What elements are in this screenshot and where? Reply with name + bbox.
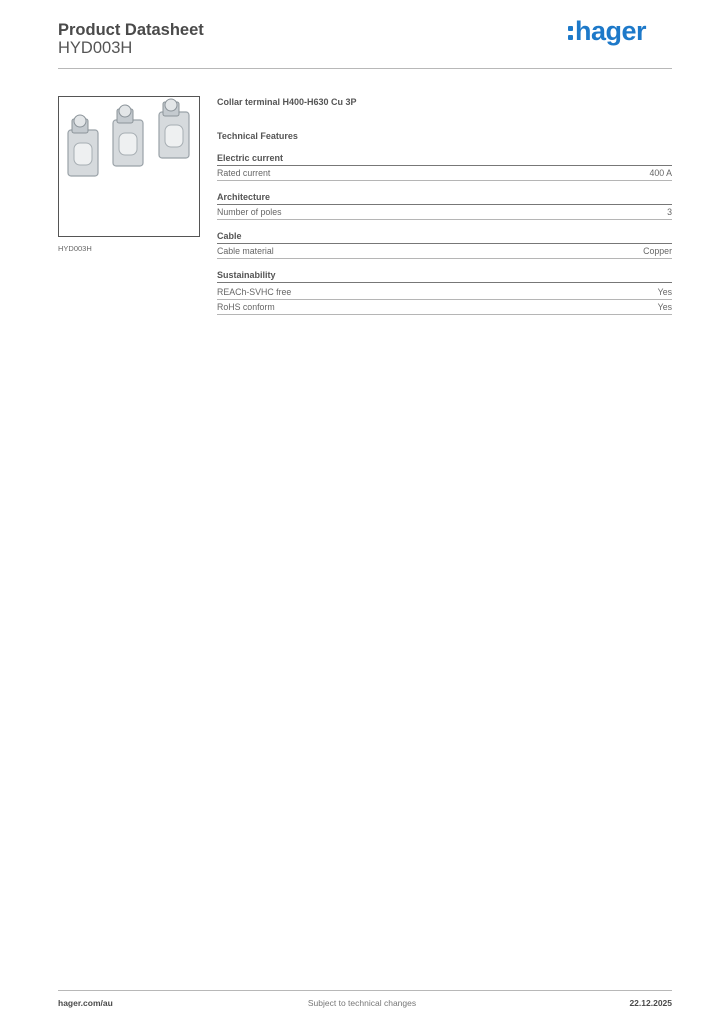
product-image xyxy=(58,96,200,237)
section-title: Electric current xyxy=(217,152,672,166)
section-title: Sustainability xyxy=(217,269,672,283)
spec-value: 400 A xyxy=(649,168,672,178)
footer-note: Subject to technical changes xyxy=(307,998,417,1008)
spec-label: Number of poles xyxy=(217,207,282,217)
spec-row xyxy=(217,285,672,300)
image-caption: HYD003H xyxy=(58,244,92,253)
technical-features-heading: Technical Features xyxy=(217,131,298,141)
footer-date: 22.12.2025 xyxy=(629,998,672,1008)
spec-value: Yes xyxy=(657,302,672,312)
product-name: Collar terminal H400-H630 Cu 3P xyxy=(217,97,357,107)
spec-value: 3 xyxy=(667,207,672,217)
spec-row xyxy=(217,205,672,220)
terminal-icon xyxy=(113,105,143,166)
spec-value: Copper xyxy=(643,246,672,256)
spec-row xyxy=(217,166,672,181)
spec-row xyxy=(217,300,672,315)
section-title: Architecture xyxy=(217,191,672,205)
section-cable xyxy=(217,230,672,259)
section-electric-current xyxy=(217,152,672,181)
spec-label: RoHS conform xyxy=(217,302,275,312)
product-code: HYD003H xyxy=(58,39,133,57)
spec-label: Cable material xyxy=(217,246,274,256)
spec-row xyxy=(217,244,672,259)
section-architecture xyxy=(217,191,672,220)
spec-label: Rated current xyxy=(217,168,271,178)
header-divider xyxy=(58,68,672,69)
terminal-icon xyxy=(68,115,98,176)
spec-label: REACh-SVHC free xyxy=(217,287,292,297)
logo-colon-icon xyxy=(568,22,574,42)
logo-text: hager xyxy=(575,16,647,46)
hager-logo xyxy=(568,16,646,47)
spec-value: Yes xyxy=(657,287,672,297)
footer-divider xyxy=(58,990,672,991)
section-sustainability xyxy=(217,269,672,315)
page-title: Product Datasheet xyxy=(58,21,204,39)
section-title: Cable xyxy=(217,230,672,244)
footer-website: hager.com/au xyxy=(58,998,113,1008)
terminal-icon xyxy=(159,99,189,158)
collar-terminals-illustration xyxy=(59,97,199,236)
product-details xyxy=(217,96,672,315)
